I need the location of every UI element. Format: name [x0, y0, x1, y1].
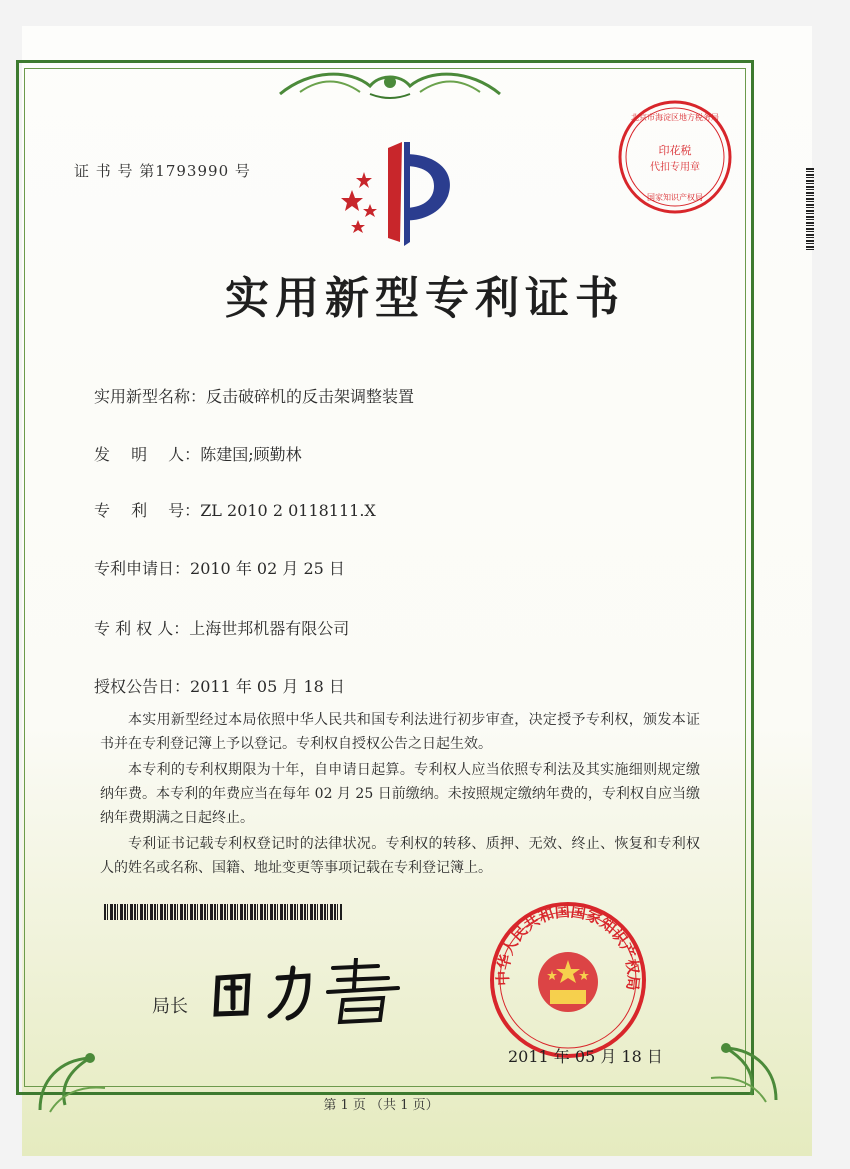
certificate-number: 证 书 号 第1793990 号: [74, 162, 251, 180]
certificate-title: 实用新型专利证书: [225, 273, 625, 324]
director-signature: [208, 958, 408, 1028]
field-value: 反击破碎机的反击架调整装置: [206, 387, 415, 406]
field-label: 授权公告日：: [94, 677, 191, 696]
field-value: 上海世邦机器有限公司: [189, 619, 350, 638]
field-value: 2011 年 05 月 18 日: [190, 677, 345, 696]
body-paragraph: 本专利的专利权期限为十年，自申请日起算。专利权人应当依照专利法及其实施细则规定缴纳年费。本专利的年费应当在每年 02 月 25 日前缴纳。未按照规定缴纳年费的，专利权自应当缴纳年费期满之日起终止。: [100, 762, 700, 826]
director-label: 局长: [152, 996, 188, 1017]
field-patentee: [94, 616, 349, 639]
field-inventor: [94, 442, 302, 465]
field-value: 2010 年 02 月 25 日: [190, 559, 345, 578]
field-label: 实用新型名称：: [94, 387, 207, 406]
body-paragraph: 本实用新型经过本局依照中华人民共和国专利法进行初步审查，决定授予专利权，颁发本证书并在专利登记簿上予以登记。专利权自授权公告之日起生效。: [100, 712, 700, 752]
field-utility-model-name: [94, 384, 414, 407]
seal-arc-text: 中华人民共和国国家知识产权局: [493, 902, 643, 992]
field-value: 陈建国;顾勤林: [200, 445, 302, 464]
tax-stamp-seal-icon: [616, 98, 734, 216]
field-label: 专 利 号：: [94, 501, 201, 520]
seal-inner-line-2: 代扣专用章: [650, 162, 700, 173]
side-barcode: [806, 168, 814, 252]
field-label: 专 利 权 人：: [94, 619, 190, 638]
field-grant-date: [94, 674, 345, 697]
field-patent-number: [94, 498, 376, 521]
seal-inner-line-1: 印花税: [658, 144, 692, 157]
field-label: 专利申请日：: [94, 559, 191, 578]
field-value: ZL 2010 2 0118111.X: [200, 501, 376, 520]
field-application-date: [94, 556, 345, 579]
top-ornament-icon: [270, 64, 510, 104]
certificate-body: [100, 708, 700, 882]
patent-office-logo-icon: [330, 142, 460, 252]
national-ip-office-seal-icon: [488, 900, 648, 1060]
seal-bottom-text: 国家知识产权局: [647, 193, 703, 202]
body-paragraph: 专利证书记载专利权登记时的法律状况。专利权的转移、质押、无效、终止、恢复和专利权人的姓名或名称、国籍、地址变更等事项记载在专利登记簿上。: [100, 836, 700, 876]
page-number: 第 1 页 （共 1 页）: [323, 1098, 439, 1113]
seal-top-text: 北京市海淀区地方税务局: [631, 113, 719, 122]
field-label: 发 明 人：: [94, 445, 201, 464]
bottom-barcode: [104, 904, 342, 920]
issue-date: 2011 年 05 月 18 日: [508, 1047, 663, 1066]
